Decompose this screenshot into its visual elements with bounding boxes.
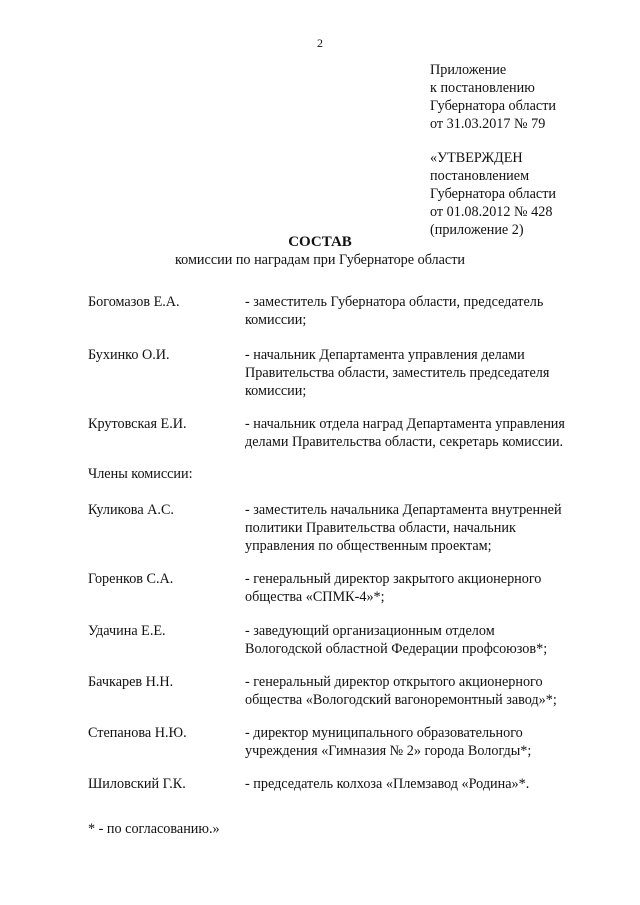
role-line: - начальник Департамента управления делами bbox=[245, 347, 525, 363]
member-role bbox=[245, 346, 615, 400]
approved-line: «УТВЕРЖДЕН bbox=[430, 150, 523, 166]
role-line: общества «Вологодский вагоноремонтный завод»*; bbox=[245, 692, 557, 708]
annex-line: к постановлению bbox=[430, 80, 535, 96]
document-title: СОСТАВ bbox=[288, 234, 352, 250]
approved-line: (приложение 2) bbox=[430, 222, 524, 238]
page-number: 2 bbox=[317, 36, 323, 50]
role-line: - генеральный директор закрытого акционерного bbox=[245, 571, 542, 587]
approved-line: от 01.08.2012 № 428 bbox=[430, 204, 553, 220]
footnote: * - по согласованию.» bbox=[88, 821, 220, 837]
member-role bbox=[245, 570, 615, 606]
annex-line: Приложение bbox=[430, 62, 507, 78]
role-line: - председатель колхоза «Племзавод «Родина»*. bbox=[245, 776, 530, 792]
member-name: Шиловский Г.К. bbox=[88, 776, 186, 792]
approved-line: постановлением bbox=[430, 168, 530, 184]
role-line: общества «СПМК-4»*; bbox=[245, 589, 385, 605]
role-line: - генеральный директор открытого акционерного bbox=[245, 674, 543, 690]
member-role bbox=[245, 724, 615, 760]
role-line: Вологодской областной Федерации профсоюзов*; bbox=[245, 641, 548, 657]
annex-block bbox=[430, 61, 635, 133]
member-role bbox=[245, 415, 615, 451]
annex-line: Губернатора области bbox=[430, 98, 556, 114]
member-role bbox=[245, 501, 615, 555]
role-line: - заместитель Губернатора области, председатель bbox=[245, 294, 544, 310]
document-subtitle: комиссии по наградам при Губернаторе области bbox=[174, 252, 466, 268]
role-line: - заведующий организационным отделом bbox=[245, 623, 495, 639]
member-name: Богомазов Е.А. bbox=[88, 294, 180, 310]
member-role bbox=[245, 293, 615, 329]
member-role bbox=[245, 673, 615, 709]
role-line: - директор муниципального образовательного bbox=[245, 725, 523, 741]
role-line: комиссии; bbox=[245, 383, 307, 399]
member-name: Бухинко О.И. bbox=[88, 347, 170, 363]
member-name: Горенков С.А. bbox=[88, 571, 174, 587]
role-line: управления по общественным проектам; bbox=[245, 538, 492, 554]
role-line: - заместитель начальника Департамента внутренней bbox=[245, 502, 562, 518]
member-name: Крутовская Е.И. bbox=[88, 416, 187, 432]
role-line: делами Правительства области, секретарь комиссии. bbox=[245, 434, 564, 450]
approved-line: Губернатора области bbox=[430, 186, 556, 202]
member-role bbox=[245, 775, 615, 793]
member-name: Удачина Е.Е. bbox=[88, 623, 166, 639]
approved-block bbox=[430, 149, 635, 239]
role-line: политики Правительства области, начальник bbox=[245, 520, 516, 536]
role-line: - начальник отдела наград Департамента управления bbox=[245, 416, 565, 432]
role-line: учреждения «Гимназия № 2» города Вологды*; bbox=[245, 743, 532, 759]
role-line: Правительства области, заместитель председателя bbox=[245, 365, 550, 381]
member-name: Степанова Н.Ю. bbox=[88, 725, 187, 741]
members-heading: Члены комиссии: bbox=[88, 466, 193, 482]
member-name: Бачкарев Н.Н. bbox=[88, 674, 174, 690]
member-name: Куликова А.С. bbox=[88, 502, 174, 518]
annex-line: от 31.03.2017 № 79 bbox=[430, 116, 546, 132]
member-role bbox=[245, 622, 615, 658]
role-line: комиссии; bbox=[245, 312, 307, 328]
